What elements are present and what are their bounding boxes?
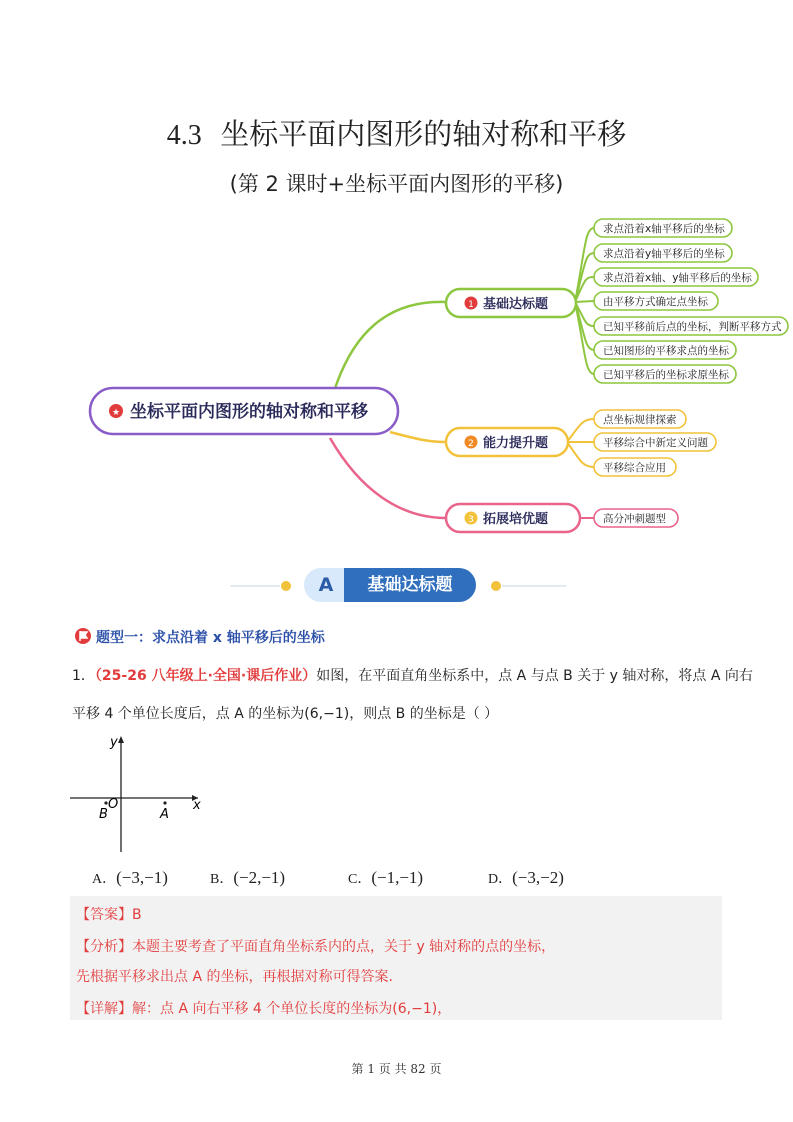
page-title: [0, 112, 793, 153]
mind-map: [0, 210, 793, 540]
question-line-2: 平移 4 个单位长度后，点 A 的坐标为(6,−1)，则点 B 的坐标是（ ）: [72, 706, 499, 722]
connectors-leaves-2: [567, 419, 594, 467]
connector-branch-3: [330, 438, 446, 518]
svg-text:高分冲刺题型: 高分冲刺题型: [603, 513, 666, 525]
page-footer: 第 1 页 共 82 页: [351, 1062, 442, 1076]
connector-branch-2: [390, 432, 446, 442]
flag-icon: [74, 627, 92, 645]
question-type-heading: 题型一：求点沿着 x 轴平移后的坐标: [96, 630, 325, 646]
svg-text:平移综合中新定义问题: 平移综合中新定义问题: [603, 437, 708, 449]
title-number: 4.3: [166, 120, 202, 151]
option-d[interactable]: D．(−3,−2): [488, 868, 564, 887]
mindmap-branch-2-label: 能力提升题: [483, 436, 549, 451]
point-b-label: B: [99, 807, 108, 822]
svg-text:已知图形的平移求点的坐标: 已知图形的平移求点的坐标: [603, 345, 729, 357]
page-subtitle: (第 2 课时+坐标平面内图形的平移): [229, 172, 564, 196]
origin-label: O: [108, 797, 119, 812]
mindmap-branch-3-label: 拓展培优题: [483, 512, 549, 527]
option-a[interactable]: A．(−3,−1): [92, 868, 168, 887]
svg-text:1: 1: [468, 300, 474, 310]
svg-text:由平移方式确定点坐标: 由平移方式确定点坐标: [603, 296, 708, 308]
y-axis-label: y: [110, 735, 118, 750]
svg-text:平移综合应用: 平移综合应用: [603, 462, 666, 474]
answer-line: 【答案】B: [76, 907, 142, 923]
section-letter: A: [304, 568, 348, 602]
coordinate-figure: [70, 732, 210, 857]
svg-text:求点沿着x轴、y轴平移后的坐标: 求点沿着x轴、y轴平移后的坐标: [603, 272, 752, 284]
detail-line: 【详解】解：点 A 向右平移 4 个单位长度的坐标为(6,−1)，: [76, 1001, 452, 1017]
svg-text:点坐标规律探索: 点坐标规律探索: [603, 414, 677, 426]
svg-text:求点沿着x轴平移后的坐标: 求点沿着x轴平移后的坐标: [603, 223, 725, 235]
mindmap-branch-1-label: 基础达标题: [483, 297, 549, 312]
point-b: [104, 801, 107, 804]
svg-text:已知平移前后点的坐标，判断平移方式: 已知平移前后点的坐标，判断平移方式: [603, 321, 782, 333]
svg-text:★: ★: [111, 408, 121, 418]
option-b[interactable]: B．(−2,−1): [210, 868, 286, 887]
section-title: 基础达标题: [344, 568, 476, 602]
svg-text:已知平移后的坐标求原坐标: 已知平移后的坐标求原坐标: [603, 369, 729, 381]
svg-text:求点沿着y轴平移后的坐标: 求点沿着y轴平移后的坐标: [603, 248, 725, 260]
point-a: [163, 801, 166, 804]
analysis-line-1: 【分析】本题主要考查了平面直角坐标系内的点，关于 y 轴对称的点的坐标，: [76, 939, 556, 955]
option-c[interactable]: C．(−1,−1): [348, 868, 424, 887]
analysis-line-2: 先根据平移求出点 A 的坐标，再根据对称可得答案.: [76, 969, 393, 985]
point-a-label: A: [160, 807, 169, 822]
svg-text:2: 2: [468, 439, 474, 449]
mindmap-root-label: 坐标平面内图形的轴对称和平移: [130, 402, 368, 422]
svg-text:3: 3: [468, 515, 474, 525]
question-line-1: 1．（25-26 八年级上·全国·课后作业）如图，在平面直角坐标系中，点 A 与点 B 关于 y 轴对称，将点 A 向右: [72, 668, 753, 684]
title-text: 坐标平面内图形的轴对称和平移: [220, 117, 627, 151]
question-source: （25-26 八年级上·全国·课后作业）: [94, 668, 317, 684]
x-axis-label: x: [193, 798, 201, 813]
connectors-leaves-1: [575, 228, 594, 374]
